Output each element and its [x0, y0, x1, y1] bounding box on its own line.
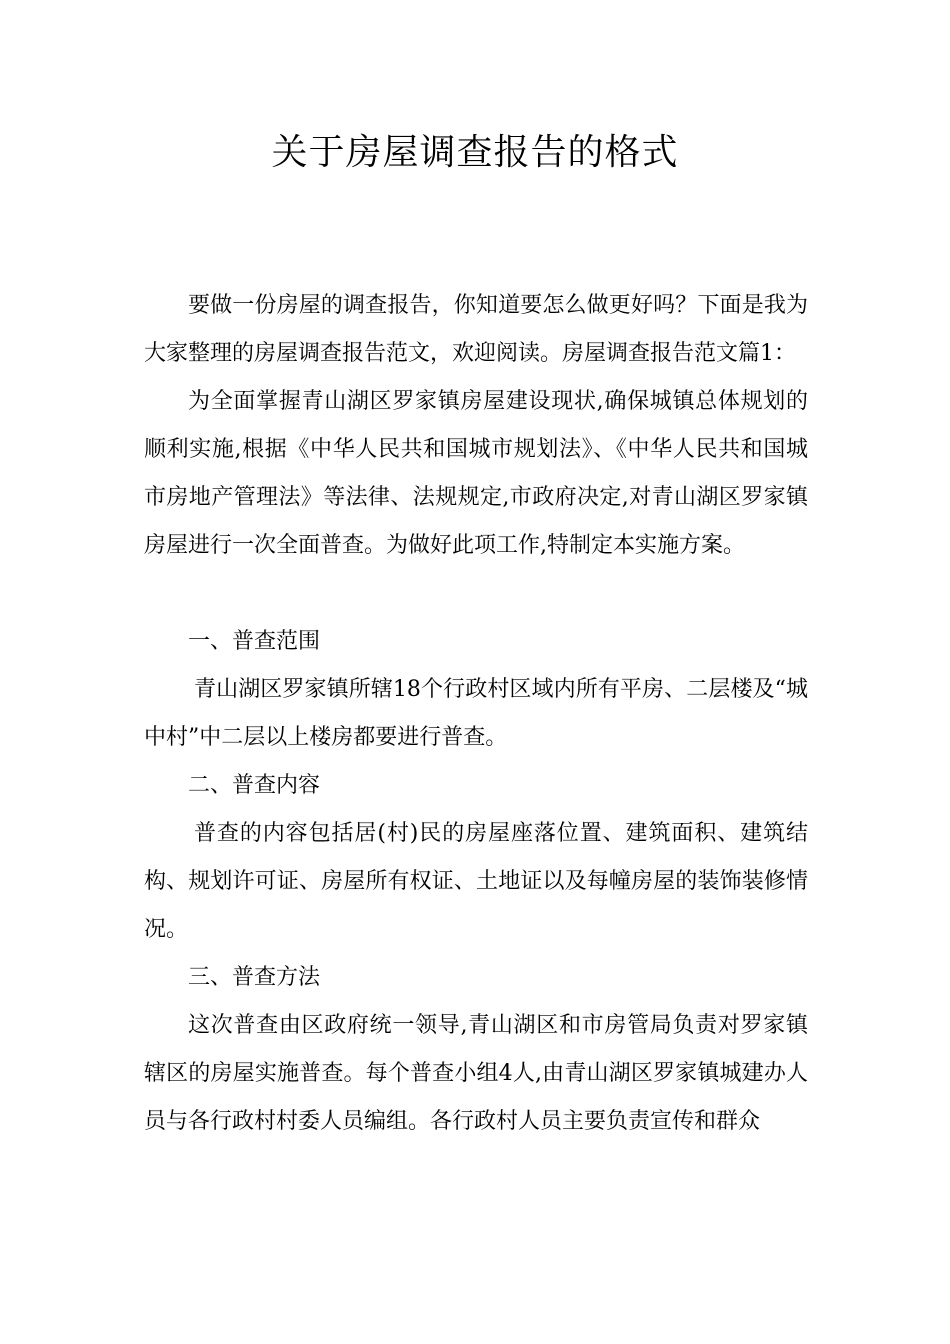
paragraph-purpose: 为全面掌握青山湖区罗家镇房屋建设现状,确保城镇总体规划的顺利实施,根据《中华人民共和国城市规划法》、《中华人民共和国城市房地产管理法》等法律、法规规定,市政府决定,对青山湖区罗家镇房屋进行一次全面普查。为做好此项工作,特制定本实施方案。 — [144, 389, 808, 558]
section-heading-content: 二、普查内容 — [188, 773, 321, 798]
document-title: 关于房屋调查报告的格式 — [271, 132, 679, 173]
paragraph-method: 这次普查由区政府统一领导,青山湖区和市房管局负责对罗家镇辖区的房屋实施普查。每个普查小组4人,由青山湖区罗家镇城建办人员与各行政村村委人员编组。各行政村人员主要负责宣传和群众 — [144, 1013, 808, 1134]
paragraph-intro: 要做一份房屋的调查报告，你知道要怎么做更好吗？下面是我为大家整理的房屋调查报告范文，欢迎阅读。房屋调查报告范文篇1： — [144, 293, 808, 366]
section-heading-scope: 一、普查范围 — [188, 629, 321, 654]
paragraph-scope: 青山湖区罗家镇所辖18个行政村区域内所有平房、二层楼及“城中村”中二层以上楼房都要进行普查。 — [144, 677, 808, 750]
paragraph-content: 普查的内容包括居(村)民的房屋座落位置、建筑面积、建筑结构、规划许可证、房屋所有权证、土地证以及每幢房屋的装饰装修情况。 — [144, 821, 808, 942]
section-heading-method: 三、普查方法 — [188, 965, 321, 990]
document-body — [144, 282, 808, 1146]
